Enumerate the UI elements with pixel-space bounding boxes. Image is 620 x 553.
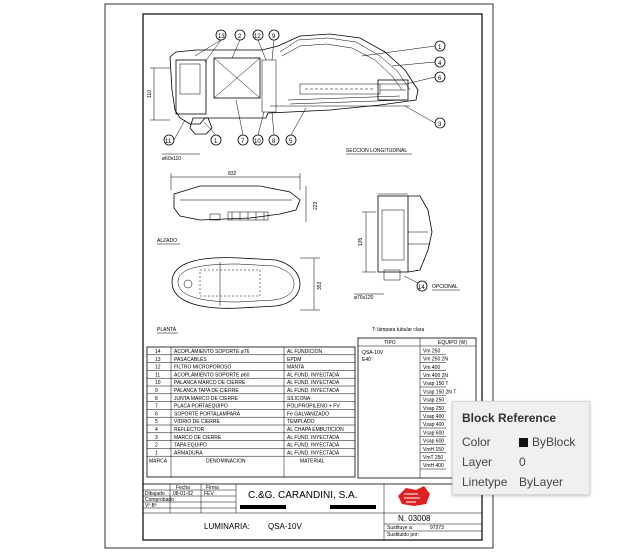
equip-col-tipo: TIPO [384,340,396,346]
lamp-note: T: lámpara tubular clara [372,327,425,333]
svg-text:1: 1 [214,139,218,145]
tb-company-bar-left [240,505,286,509]
parts-footer-marca: MARCA [149,458,168,465]
parts-cell-name: REFLECTOR [174,427,205,433]
parts-cell-material: MANTA [287,364,305,371]
tooltip-layer-label: Layer [462,455,493,469]
parts-cell-name: PLACA PORTAEQUIPO [174,403,228,410]
parts-cell-num: 2 [155,442,158,449]
parts-cell-material: AL FUND. INYECTADA [287,450,340,457]
parts-cell-num: 10 [155,380,161,387]
svg-text:4: 4 [438,61,442,67]
elevation-view[interactable] [157,171,319,244]
svg-text:12: 12 [254,34,261,40]
equip-cell: Vm 400 [423,364,441,371]
svg-text:6: 6 [438,76,442,82]
svg-text:7: 7 [241,139,245,145]
tooltip-title: Block Reference [462,411,557,425]
svg-text:3: 3 [438,122,442,128]
tb-sustituye-value: 97273 [430,525,444,531]
equip-cell: Vm 400 2N [423,373,449,379]
block-reference-tooltip [452,401,590,495]
tb-fecha-label: Fecha [176,485,190,491]
equip-cell: Vsap 150 T [423,381,449,388]
parts-cell-material: TEMPLADO [287,419,315,426]
callout-10 [253,135,263,145]
parts-cell-material: AL FUND. INYECTADA [287,380,340,387]
parts-cell-material: AL FUND. INYECTADA [287,372,340,379]
parts-cell-material: AL FUND. INYECTADA [287,434,340,441]
parts-cell-num: 13 [155,356,161,363]
callout-9-top [269,30,279,40]
parts-cell-material: SILICONA [287,395,311,402]
parts-cell-name: PASACABLES [174,356,207,363]
parts-cell-name: PALANCA MARCO DE CIERRE [174,380,246,387]
dim-223-label: 223 [313,201,319,210]
svg-text:13: 13 [218,34,225,40]
parts-cell-material: Fe GALVANIZADO [287,411,330,418]
equip-cell: Vsap 250 [423,405,445,412]
callout-12 [253,30,263,40]
parts-cell-num: 1 [155,450,158,457]
parts-cell-num: 7 [155,403,158,410]
equip-col-equipo: EQUIPO (W) [438,340,467,346]
svg-text:11: 11 [165,139,172,145]
tb-dibujado-sign: FEV [204,491,214,497]
dim-60x110-label: ø60x110 [162,156,182,162]
tb-sustituye-label: Sustituye a: [387,525,414,531]
tooltip-linetype-label: Linetype [462,475,508,489]
elevation-title: ALZADO [157,238,178,244]
tooltip-color-label: Color [462,435,491,449]
dim-832-label: 832 [228,171,237,177]
equip-cell: VmH 400 [423,463,444,470]
tb-comprobado-label: Comprobado [145,497,174,503]
tb-dibujado-label: Dibujado [145,491,165,497]
callout-1-bottom [211,135,221,145]
parts-cell-num: 14 [155,349,161,355]
parts-cell-name: ARMADURA [174,450,203,457]
parts-cell-material: AL FUND. INYECTADA [287,388,340,394]
callout-11 [164,135,174,145]
parts-cell-name: SOPORTE PORTALAMPARA [174,411,241,418]
equip-cell: VmH 150 [423,446,444,453]
equip-cell: Vm 250 2N [423,356,449,363]
equip-cell: Vsap 400 [423,414,445,420]
callout-3 [435,118,445,128]
tooltip-color-text: ByBlock [532,435,576,449]
svg-text:1: 1 [438,45,442,51]
parts-cell-num: 11 [155,372,161,379]
tb-firma-label: Firma [206,485,219,491]
parts-cell-name: MARCO DE CIERRE [174,434,222,441]
parts-cell-num: 8 [155,395,158,402]
parts-cell-name: VIDRIO DE CIERRE [174,419,220,426]
parts-cell-num: 12 [155,364,161,371]
callout-6 [435,72,445,82]
tb-vb-label: Vº Bº [145,503,157,509]
parts-cell-name: TAPA EQUIPO [174,442,207,449]
callout-13 [216,30,226,40]
callout-5 [286,135,296,145]
tb-luminaria-value: QSA-10V [268,522,302,531]
equip-tipo-line-2: E40 [362,357,371,363]
parts-cell-name: ACOPLAMIENTO SOPORTE ø76 [174,349,250,355]
tb-sustituido-label: Sustituido por: [387,532,419,538]
parts-cell-name: PALANCA TAPA DE CIERRE [174,388,239,394]
tb-company: C.&G. CARANDINI, S.A. [248,490,358,501]
callout-4 [435,57,445,67]
optional-detail-view[interactable] [354,194,460,301]
dim-76x120-label: ø76x120 [354,295,374,301]
title-block[interactable] [143,484,482,540]
svg-text:2: 2 [238,34,242,40]
callout-2 [235,30,245,40]
parts-table[interactable] [147,347,355,477]
equip-tipo-line-1: QSA-10V [362,350,384,356]
parts-cell-material: AL CHAPA EMBUTICION [287,427,344,433]
parts-cell-num: 5 [155,419,158,426]
dim-353-label: 353 [317,281,323,290]
parts-cell-name: FILTRO MICROPOROSO [174,364,232,371]
tb-company-bar-right [330,505,376,509]
parts-cell-material: AL FUNDICION [287,349,323,355]
callout-14 [417,281,427,291]
plan-title: PLANTA [157,327,177,333]
parts-cell-material: EPDM [287,356,302,363]
tb-luminaria-label: LUMINARIA: [204,522,250,531]
tb-number: N. 03008 [398,514,431,523]
tooltip-layer-value: 0 [519,455,526,469]
callout-1-right [435,41,445,51]
parts-cell-num: 9 [155,388,158,394]
parts-cell-name: ACOPLAMIENTO SOPORTE ø60 [174,372,250,379]
equip-cell: VmT 250 [423,455,444,461]
equip-cell: Vsap 600 [423,430,445,437]
plan-view[interactable] [157,258,323,333]
company-logo [397,486,431,508]
svg-text:14: 14 [418,285,425,291]
parts-cell-num: 4 [155,427,158,433]
svg-text:8: 8 [272,139,276,145]
tb-dibujado-date: 08-01-02 [173,491,194,497]
equip-cell: Vm 250 [423,348,441,355]
svg-text:9: 9 [272,34,276,40]
equip-cell: Vsap 400 [423,422,445,429]
callout-8 [269,135,279,145]
parts-cell-num: 3 [155,434,158,441]
callout-7 [238,135,248,145]
parts-cell-num: 6 [155,411,158,418]
parts-cell-name: JUNTA MARCO DE CIERRE [174,395,239,402]
equip-cell: Vsap 150 2N T [423,389,457,396]
longitudinal-section-view[interactable] [147,30,445,162]
svg-text:5: 5 [289,139,293,145]
parts-cell-material: AL FUND. INYECTADA [287,442,340,449]
section-title: SECCION LONGITUDINAL [346,148,408,154]
equip-cell: Vsap 250 [423,397,445,404]
equip-cell: Vsap 600 [423,438,445,445]
dim-110-label: 110 [147,90,153,98]
dim-135-label: 135 [358,237,364,246]
svg-text:10: 10 [254,139,261,145]
optional-label: OPCIONAL [432,284,458,290]
parts-footer-denominacion: DENOMINACION [206,458,246,465]
color-swatch-icon [519,438,528,447]
parts-footer-material: MATERIAL [300,458,325,465]
tooltip-linetype-value: ByLayer [519,475,564,489]
tooltip-color-value [519,435,575,449]
parts-cell-material: POLIPROPILENO + FV [287,403,340,410]
